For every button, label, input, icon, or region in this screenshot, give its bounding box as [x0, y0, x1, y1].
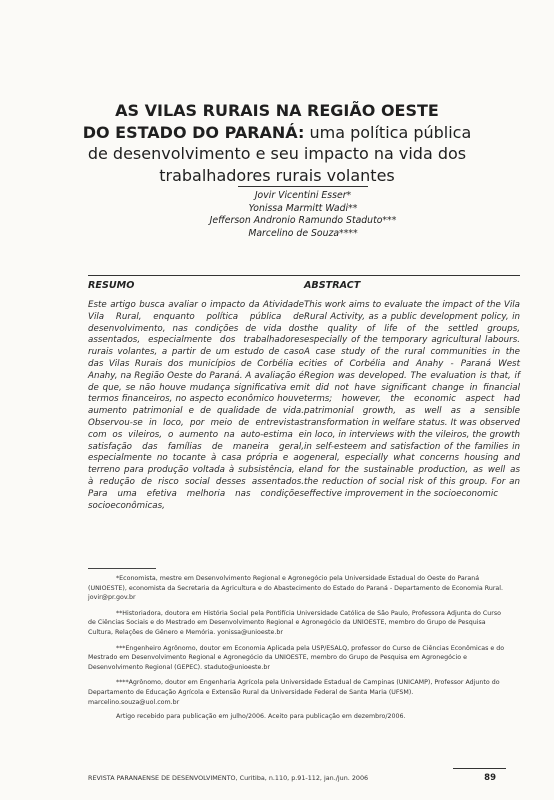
page-number: 89 — [484, 773, 496, 783]
title-line-4: trabalhadores rurais volantes — [159, 165, 395, 185]
footnotes — [88, 574, 506, 728]
footnote: ***Engenheiro Agrônomo, doutor em Economia Aplicada pela USP/ESALQ, professor do Curso de Ciências Econômicas e do Mestrado em Desenvolvimento Regional e Agronegócio da UNIOESTE, membro do Grupo de Pesquisa em Agronegócio e Desenvolvimento Regional (GEPEC). staduto@unioeste.br — [88, 644, 505, 671]
author-name: Jovir Vicentini Esser* — [254, 190, 352, 201]
footnote-divider — [88, 568, 156, 569]
received-note: Artigo recebido para publicação em julho/2006. Aceito para publicação em dezembro/2006. — [116, 713, 406, 721]
resumo-divider — [88, 275, 304, 276]
author-name: Marcelino de Souza**** — [248, 227, 358, 239]
resumo-section — [88, 275, 304, 512]
title-line-3: de desenvolvimento e seu impacto na vida dos — [87, 144, 467, 163]
author-name: Jefferson Andronio Ramundo Staduto*** — [209, 215, 397, 227]
title-divider — [238, 186, 368, 187]
resumo-heading: RESUMO — [88, 280, 135, 291]
abstract-text: This work aims to evaluate the impact of the Vila Rural Activity, as a public development policy, in the quality of life of the settled groups, especially of the temporary agricultural labours. A case study of the rural communities in the cities of Corbélia and Anahy - Paraná West Region was developed. The evaluation is that, if it did not have significant change in financial terms; however, the economic aspect had patrimonial growth, as well as a sensible transformation in welfare status. It was observed in loco, in interviews with the vileiros, the growth in self-esteem and satisfaction of the families in general, especially what concerns housing and land for the sustainable production, as well as the reduction of social risk of this group. For an effective improvement in the socioeconomic — [304, 300, 520, 499]
abstract-heading: ABSTRACT — [304, 280, 361, 291]
article-title — [60, 100, 494, 186]
journal-citation: REVISTA PARANAENSE DE DESENVOLVIMENTO, Curitiba, n.110, p.91-112, jan./jun. 2006 — [88, 774, 369, 782]
page-footer — [88, 772, 506, 784]
abstract-divider — [304, 275, 520, 276]
title-line-2-plain: uma política pública — [304, 122, 472, 142]
footnote: ****Agrônomo, doutor em Engenharia Agrícola pela Universidade Estadual de Campinas (UNICAMP), Professor Adjunto do Departamento de Educação Agrícola e Extensão Rural da Universidade Federal de Santa Maria (UFSM). marcelino.souza@uol.com.br — [88, 679, 500, 706]
footnote: *Economista, mestre em Desenvolvimento Regional e Agronegócio pela Universidade Estadual do Oeste do Paraná (UNIOESTE), economista da Secretaria da Agricultura e do Abastecimento do Estado do Paraná - Departamento de Economia Rural. jovir@pr.gov.br — [88, 575, 504, 602]
author-list — [180, 190, 426, 240]
title-line-2-bold: DO ESTADO DO PARANÁ: — [82, 122, 305, 142]
title-line-2 — [60, 122, 494, 144]
footnote: **Historiadora, doutora em História Social pela Pontifícia Universidade Católica de São Paulo, Professora Adjunta do Curso de Ciências Sociais e do Mestrado em Desenvolvimento Regional e Agronegócio da UNIOESTE, membro do Grupo de Pesquisa Cultura, Relações de Gênero e Memória. yonissa@unioeste.br — [88, 609, 502, 636]
title-line-1: AS VILAS RURAIS NA REGIÃO OESTE — [115, 101, 439, 120]
footer-divider — [453, 768, 506, 769]
resumo-text: Este artigo busca avaliar o impacto da Atividade Vila Rural, enquanto política pública de desenvolvimento, nas condições de vida dos assentados, especialmente dos trabalhadores rurais volantes, a partir de um estudo de caso das Vilas Rurais dos municípios de Corbélia e Anahy, na Região Oeste do Paraná. A avaliação é de que, se não houve mudança significativa em termos financeiros, no aspecto econômico houve aumento patrimonial e de qualidade de vida. Observou-se in loco, por meio de entrevistas com os vileiros, o aumento na auto-estima e satisfação das famílias de maneira geral, especialmente no tocante à casa própria e ao terreno para produção voltada à subsistência, e à redução de risco social desses assentados. Para uma efetiva melhoria nas condições socioeconômicas, — [88, 300, 304, 511]
abstract-section — [304, 275, 520, 501]
author-name: Yonissa Marmitt Wadi** — [248, 202, 358, 214]
